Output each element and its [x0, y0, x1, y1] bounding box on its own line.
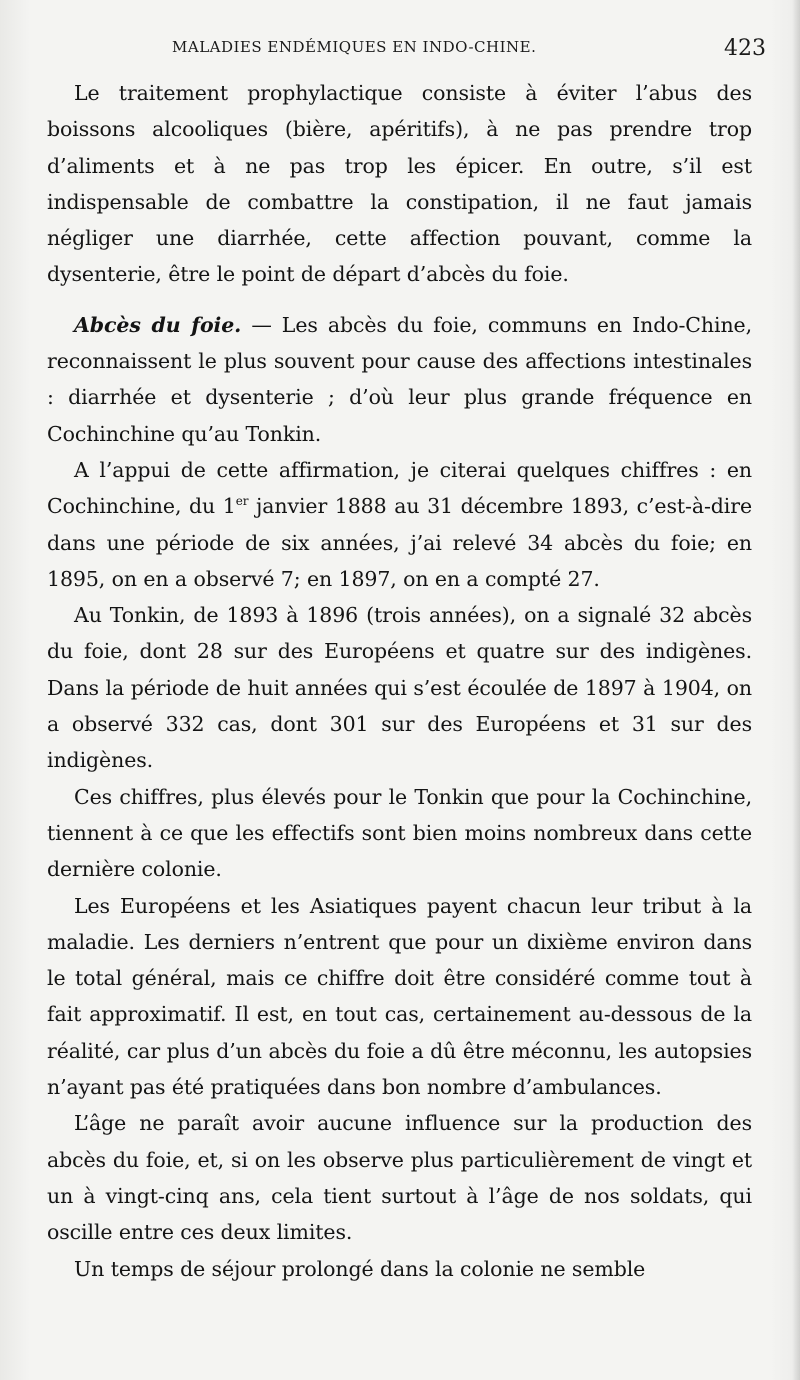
- paragraph-text: A l’appui de cette affirmation, je citerai quelques chiffres : en Cochinchine, du 1: [47, 457, 752, 519]
- paragraph-prophylaxis: Le traitement prophylactique consiste à éviter l’abus des boissons alcooliques (bière, apéritifs), à ne pas prendre trop d’aliments et à ne pas trop les épicer. En outre, s’il est indispensable de combattre la constipation, il ne faut jamais négliger une diarrhée, cette affection pouvant, comme la dysenterie, être le point de départ d’abcès du foie.: [47, 81, 752, 287]
- paragraph-tonkin-figures: Au Tonkin, de 1893 à 1896 (trois années), on a signalé 32 abcès du foie, dont 28 sur des Européens et quatre sur des indigènes. Dans la période de huit années qui s’est écoulée de 1897 à 1904, on a observé 332 cas, dont 301 sur des Européens et 31 sur des indigènes.: [47, 603, 752, 773]
- paragraph-text: janvier 1888 au 31 décembre 1893, c’est-à-dire dans une période de six années, j’ai relevé 34 abcès du foie; en 1895, on en a observé 7; en 1897, on en a compté 27.: [47, 494, 752, 591]
- paragraph-comparison: Ces chiffres, plus élevés pour le Tonkin que pour la Cochinchine, tiennent à ce que les effectifs sont bien moins nombreux dans cette dernière colonie.: [47, 784, 752, 882]
- paragraph-age: L’âge ne paraît avoir aucune influence sur la production des abcès du foie, et, si on les observe plus particulièrement de vingt et un à vingt-cinq ans, cela tient surtout à l’âge de nos soldats, qui oscille entre ces deux limites.: [47, 1111, 752, 1245]
- paragraph-text: — Les abcès du foie, communs en Indo-Chine, reconnaissent le plus souvent pour cause des affections intestinales : diarrhée et dysenterie ; d’où leur plus grande fréquence en Cochinchine qu’au Tonkin.: [47, 312, 752, 446]
- ordinal-superscript: er: [235, 494, 249, 509]
- body-text: [47, 75, 752, 1287]
- running-head: MALADIES ENDÉMIQUES EN INDO-CHINE.: [172, 38, 537, 56]
- paragraph-liver-abscess: [47, 307, 752, 452]
- page-header: [172, 36, 766, 68]
- paragraph-europeans-asians: Les Européens et les Asiatiques payent chacun leur tribut à la maladie. Les derniers n’entrent que pour un dixième environ dans le total général, mais ce chiffre doit être considéré comme tout à fait approximatif. Il est, en tout cas, certainement au-dessous de la réalité, car plus d’un abcès du foie a dû être méconnu, les autopsies n’ayant pas été pratiquées dans bon nombre d’ambulances.: [47, 893, 752, 1100]
- paragraph-cochinchina-figures: [47, 452, 752, 597]
- page-number: 423: [724, 36, 766, 61]
- paragraph-stay-duration: Un temps de séjour prolongé dans la colonie ne semble: [74, 1256, 646, 1281]
- section-heading: Abcès du foie.: [74, 312, 242, 337]
- page-edge-shadow: [792, 0, 800, 1380]
